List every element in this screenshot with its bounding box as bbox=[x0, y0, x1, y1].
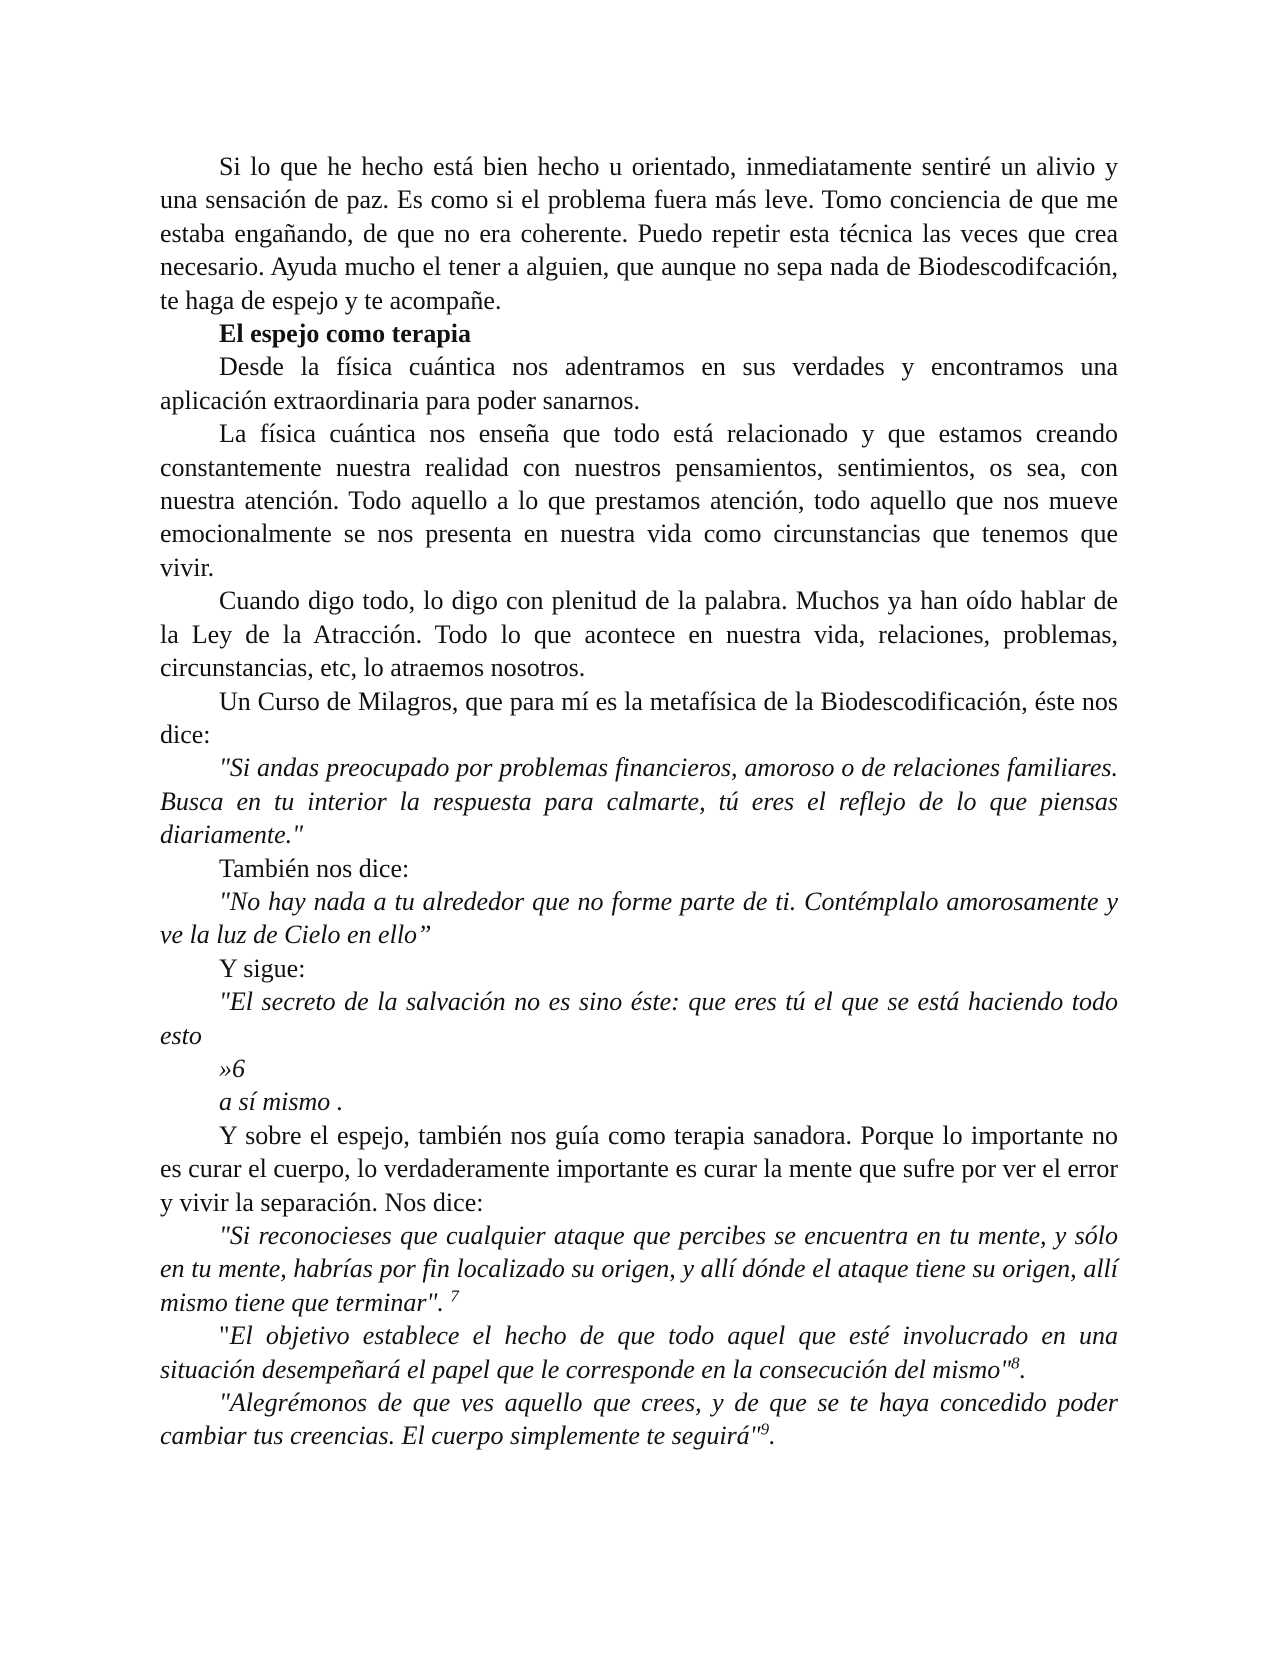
footnote-8: 8 bbox=[1011, 1352, 1020, 1372]
quote-objective bbox=[160, 1319, 1118, 1386]
paragraph-intro: Si lo que he hecho está bien hecho u orientado, inmediatamente sentiré un alivio y una sensación de paz. Es como si el problema fuera más leve. Tomo conciencia de que me estaba engañando, de que no era coherente. Puedo repetir esta técnica las veces que crea necesario. Ayuda mucho el tener a alguien, que aunque no sepa nada de Biodescodifcación, te haga de espejo y te acompañe. bbox=[160, 152, 1118, 315]
paragraph-also-says: También nos dice: bbox=[219, 853, 410, 883]
footnote-7: 7 bbox=[450, 1286, 459, 1306]
quote-rejoice bbox=[160, 1386, 1118, 1453]
quote-objective-text: El objetivo establece el hecho de que todo aquel que esté involucrado en una situación desempeñará el papel que le corresponde en la consecución del mismo" bbox=[160, 1321, 1118, 1384]
quote-nothing-around: "No hay nada a tu alrededor que no forme parte de ti. Contémplalo amorosamente y ve la luz de Cielo en ello” bbox=[160, 886, 1118, 950]
quote-attack-text: "Si reconocieses que cualquier ataque que percibes se encuentra en tu mente, y sólo en tu mente, habrías por fin localizado su origen, y allí dónde el ataque tiene su origen, allí mismo tiene que terminar". bbox=[160, 1221, 1118, 1317]
quote-attack-origin bbox=[160, 1219, 1118, 1319]
quote-salvation-secret: "El secreto de la salvación no es sino éste: que eres tú el que se está haciendo todo esto bbox=[160, 987, 1118, 1050]
paragraph-law-of-attraction: Cuando digo todo, lo digo con plenitud de la palabra. Muchos ya han oído hablar de la Ley de la Atracción. Todo lo que acontece en nuestra vida, relaciones, problemas, circunstancias, etc, lo atraemos nosotros. bbox=[160, 586, 1118, 683]
quote-objective-open: " bbox=[219, 1321, 230, 1351]
quote-financial-problems: "Si andas preocupado por problemas financieros, amoroso o de relaciones familiares. Busca en tu interior la respuesta para calmarte, tú eres el reflejo de lo que piensas diariamente." bbox=[160, 753, 1118, 850]
quote-rejoice-end: . bbox=[769, 1421, 776, 1451]
section-heading: El espejo como terapia bbox=[219, 319, 472, 349]
paragraph-quantum-reality: La física cuántica nos enseña que todo está relacionado y que estamos creando constantemente nuestra realidad con nuestros pensamientos, sentimientos, os sea, con nuestra atención. Todo aquello a lo que prestamos atención, todo aquello que nos mueve emocionalmente se nos presenta en nuestra vida como circunstancias que tenemos que vivir. bbox=[160, 419, 1118, 582]
quote-objective-end: . bbox=[1019, 1354, 1027, 1384]
footnote-9: 9 bbox=[760, 1419, 770, 1439]
quote-salvation-ref: »6 bbox=[219, 1053, 245, 1083]
paragraph-and-continues: Y sigue: bbox=[219, 953, 306, 983]
document-page bbox=[160, 150, 1118, 1453]
quote-salvation-end: a sí mismo . bbox=[219, 1087, 344, 1117]
paragraph-course-miracles: Un Curso de Milagros, que para mí es la metafísica de la Biodescodificación, éste nos dice: bbox=[160, 686, 1118, 749]
paragraph-mirror-therapy: Y sobre el espejo, también nos guía como terapia sanadora. Porque lo importante no es curar el cuerpo, lo verdaderamente importante es curar la mente que sufre por ver el error y vivir la separación. Nos dice: bbox=[160, 1120, 1118, 1217]
quote-rejoice-text: "Alegrémonos de que ves aquello que crees, y de que se te haya concedido poder cambiar tus creencias. El cuerpo simplemente te seguirá" bbox=[160, 1388, 1118, 1451]
paragraph-quantum-intro: Desde la física cuántica nos adentramos en sus verdades y encontramos una aplicación extraordinaria para poder sanarnos. bbox=[160, 352, 1118, 415]
